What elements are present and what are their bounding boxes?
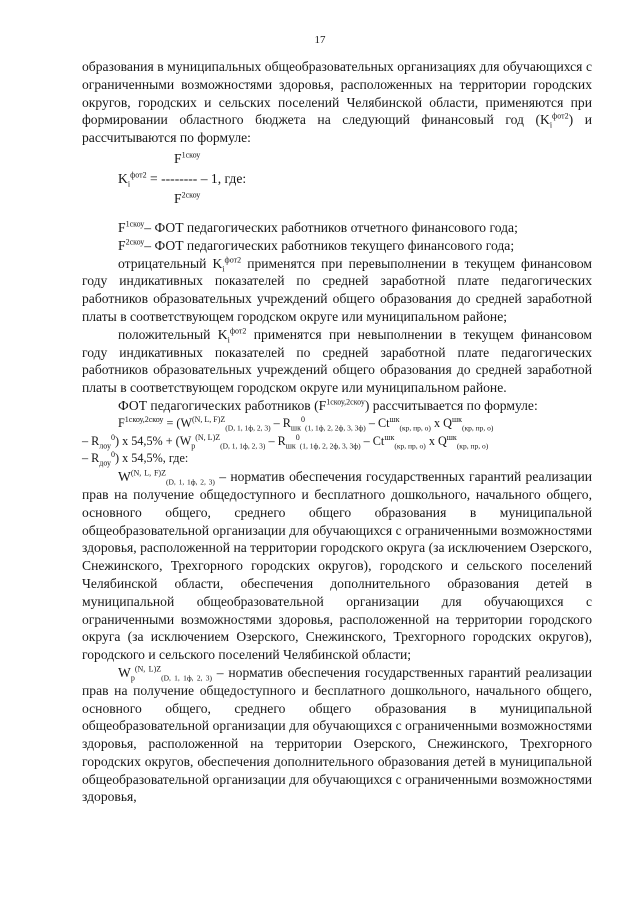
formula-main-line: $K_i^{фот2}$ = -------- – 1, где: — [118, 170, 247, 189]
page-number: 17 — [314, 34, 326, 46]
formula-denominator: $F^{2скоу}$ — [174, 190, 201, 206]
paragraph-negative-k: отрицательный $K_i^{фот2}$ применятся при перевыполнении в текущем финансовом году индикативных показателей по средней заработной плате педагогических работников образовательных учреждений общего образования до средней заработной платы в соответствующем городском округе или муниципальном районе; — [82, 255, 592, 324]
fot-intro: ФОТ педагогических работников $(F^{1скоу,2скоу})$ рассчитывается по формуле: — [118, 397, 538, 413]
formula-kfot2 — [82, 147, 592, 219]
paragraph-continuation: образования в муниципальных общеобразовательных организациях для обучающихся с ограниченными возможностями здоровья, расположенных на территории городских округов, городских и сельских поселений Челябинской области, применяются при формировании областного бюджета на следующий финансовый год $(K_i^{фот2})$ и рассчитываются по формуле: — [82, 59, 592, 146]
definition-f1: $F^{1скоу}-$ ФОТ педагогических работников отчетного финансового года; — [118, 219, 518, 235]
definition-f2: $F^{2скоу}-$ ФОТ педагогических работников текущего финансового года; — [118, 237, 515, 253]
formula-numerator: $F^{1скоу}$ — [174, 150, 201, 166]
definition-w: $W^{(N, L, F)Z}_{(D, 1, 1ф, 2, 3)}$ – норматив обеспечения государственных гарантий реализации прав на получение общедоступного и бесплатного дошкольного, начального общего, основного общего, среднего общего образования в муниципальной общеобразовательной организации для обучающихся с ограниченными возможностями здоровья, расположенной на территории городского округа (за исключением Озерского, Снежинского, Трехгорного городских округов), городского и сельского поселений Челябинской области, обеспечения дополнительного образования детей в муниципальной общеобразовательной организации для обучающихся с ограниченными возможностями здоровья, расположенной на территории городского округа (за исключением Озерского, Снежинского, Трехгорного городских округов), городского и сельского поселений Челябинской области; — [82, 468, 592, 663]
paragraph-positive-k: положительный $K_i^{фот2}$ применятся при невыполнении в текущем финансовом году индикативных показателей по средней заработной плате педагогических работников образовательных учреждений общего образования до средней заработной платы в соответствующем городском округе или муниципальном районе. — [82, 326, 592, 396]
document-body — [82, 58, 592, 806]
formula-fot-line-1: $F^{1скоу,2скоу} = (W^{(N, L, F)Z}_{(D, 1, 1ф, 2, 3)} - R_{шк}^0_{(1, 1ф, 2, 2ф, 3, 3ф)} - Ct^{шк}_{(кр, пр, о)}$ x $Q^{шк}_{(кр, пр, о)}$ — [118, 414, 494, 433]
formula-fot-line-3: – $R_{доу}^0$) x 54,5%, где: — [82, 450, 189, 468]
formula-fot-line-2: – $R_{лоу}^0$) x $54,5\% + (W_р^{(N, L)Z}_{(D, 1, 1ф, 2, 3)} - R_{шк}^0_{(1, 1ф, 2, 2ф, 3, 3ф)} - Ct^{шк}_{(кр, пр, о)}$ x $Q^{шк}_{(кр, пр, о)}$ — [82, 432, 489, 450]
definition-wp: $W_р^{(N, L)Z}_{(D, 1, 1ф, 2, 3)}$ – норматив обеспечения государственных гарантий реализации прав на получение общедоступного и бесплатного дошкольного, начального общего, основного общего, среднего общего образования в муниципальной общеобразовательной организации для обучающихся с ограниченными возможностями здоровья, расположенной на территории Озерского, Снежинского, Трехгорного городских округов, обеспечения дополнительного образования детей в муниципальной общеобразовательной организации для обучающихся с ограниченными возможностями здоровья, — [82, 664, 592, 805]
